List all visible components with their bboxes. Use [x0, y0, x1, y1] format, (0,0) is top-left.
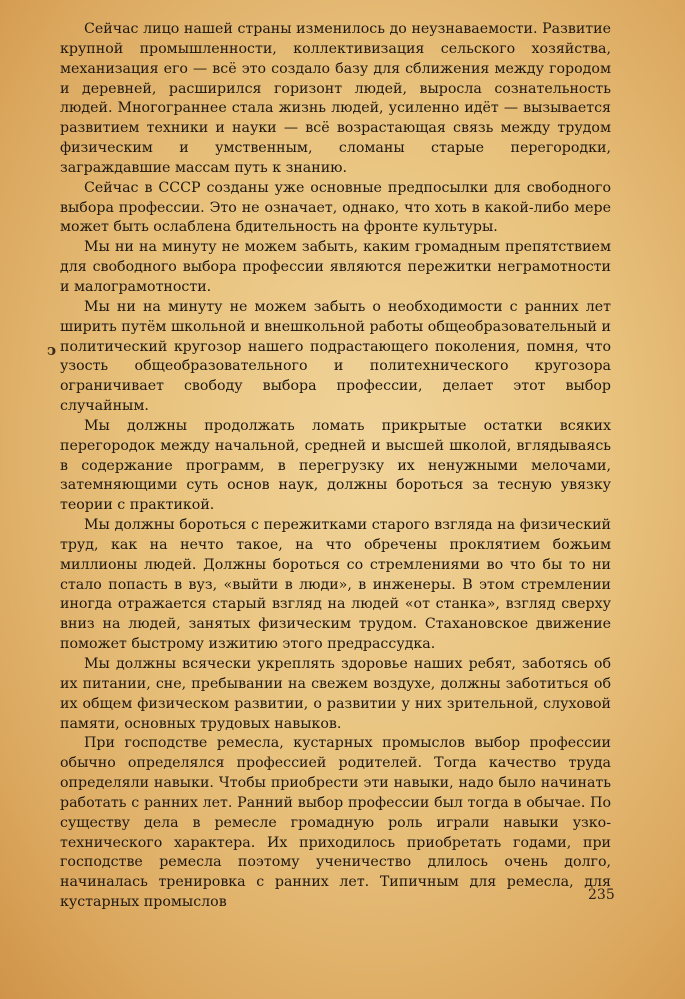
body-text	[60, 20, 611, 913]
paragraph-1: Сейчас лицо нашей страны изменилось до неузнаваемости. Развитие крупной промышленности, коллективизация сельского хозяйства, механизация его — всё это создало базу для сближения между городом и деревней, расширился горизонт людей, выросла сознательность людей. Многограннее стала жизнь людей, усиленно идёт — вызывается развитием техники и науки — всё возрастающая связь между трудом физическим и умственным, сломаны старые перегородки, заграждавшие массам путь к знанию.	[60, 21, 611, 176]
page-number: 235	[588, 887, 615, 903]
paragraph-2: Сейчас в СССР созданы уже основные предпосылки для свободного выбора профессии. Это не означает, однако, что хоть в какой-либо мере может быть ослаблена бдительность на фронте культуры.	[60, 179, 611, 236]
paragraph-3: Мы ни на минуту не можем забыть, каким громадным препятствием для свободного выбора профессии являются пережитки неграмотности и малограмотности.	[60, 239, 611, 295]
margin-mark: ↄ	[47, 341, 57, 359]
paragraph-5: Мы должны продолжать ломать прикрытые остатки всяких перегородок между начальной, средней и высшей школой, вглядываясь в содержание программ, в перегрузку их ненужными мелочами, затемняющими суть основ наук, должны бороться за тесную увязку теории с практикой.	[60, 417, 611, 514]
paragraph-6: Мы должны бороться с пережитками старого взгляда на физический труд, как на нечто такое, на что обречены проклятием божьим миллионы людей. Должны бороться со стремлениями во что бы то ни стало попасть в вуз, «выйти в люди», в инженеры. В этом стремлении иногда отражается старый взгляд на людей «от станка», взгляд сверху вниз на людей, занятых физическим трудом. Стахановское движение поможет быстрому изжитию этого предрассудка.	[60, 517, 611, 653]
paragraph-4: Мы ни на минуту не можем забыть о необходимости с ранних лет ширить путём школьной и внешкольной работы общеобразовательный и политический кругозор нашего подрастающего поколения, помня, что узость общеобразовательного и политехнического кругозора ограничивает свободу выбора профессии, делает этот выбор случайным.	[60, 298, 611, 415]
paragraph-8: При господстве ремесла, кустарных промыслов выбор профессии обычно определялся профессией родителей. Тогда качество труда определяли навыки. Чтобы приобрести эти навыки, надо было начинать работать с ранних лет. Ранний выбор профессии был тогда в обычае. По существу дела в ремесле громадную роль играли навыки узко-технического характера. Их приходилось приобретать годами, при господстве ремесла поэтому ученичество длилось очень долго, начиналась тренировка с ранних лет. Типичным для ремесла, для кустарных промыслов	[60, 735, 611, 911]
paragraph-7: Мы должны всячески укреплять здоровье наших ребят, заботясь об их питании, сне, пребывании на свежем воздухе, должны заботиться об их общем физическом развитии, о развитии у них зрительной, слуховой памяти, основных трудовых навыков.	[60, 656, 611, 732]
